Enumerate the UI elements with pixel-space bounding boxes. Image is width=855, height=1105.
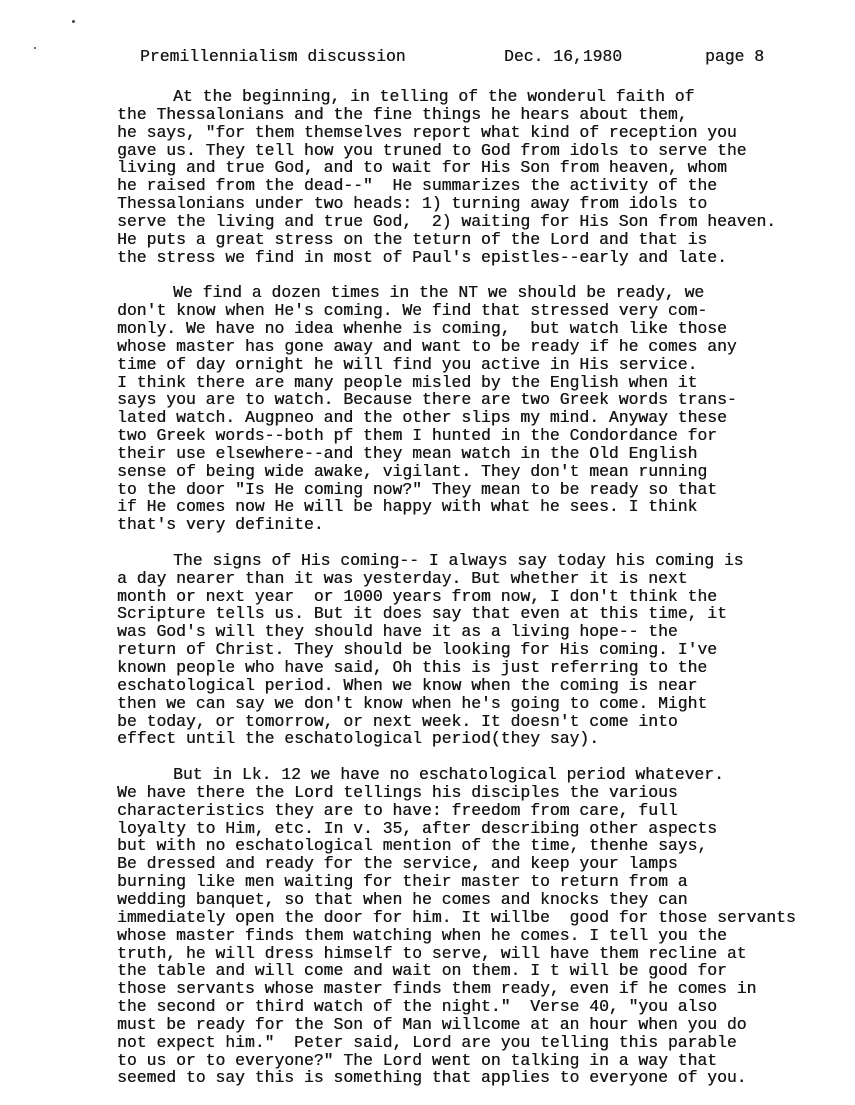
scan-speck [72, 20, 75, 23]
text-line: but with no eschatological mention of the time, thenhe says, [117, 836, 708, 856]
paragraph [117, 88, 796, 266]
document-date: Dec. 16,1980 [504, 47, 623, 66]
text-line: Scripture tells us. But it does say that even at this time, it [117, 604, 727, 624]
text-line: We find a dozen times in the NT we should be ready, we [173, 283, 705, 303]
text-line: We have there the Lord tellings his disciples the various [117, 782, 678, 802]
text-line: that's very definite. [117, 515, 324, 535]
text-line: He puts a great stress on the teturn of the Lord and that is [117, 229, 708, 249]
text-line: truth, he will dress himself to serve, will have them recline at [117, 943, 747, 963]
text-line: At the beginning, in telling of the wonderul faith of [173, 87, 695, 106]
text-line: a day nearer than it was yesterday. But whether it is next [117, 568, 688, 588]
text-line: return of Christ. They should be looking for His coming. I've [117, 640, 717, 660]
text-line: serve the living and true God, 2) waiting for His Son from heaven. [117, 211, 777, 231]
text-line: immediately open the door for him. It willbe good for those servants [117, 907, 796, 927]
text-line: Thessalonians under two heads: 1) turning away from idols to [117, 194, 708, 214]
text-line: to the door "Is He coming now?" They mean to be ready so that [117, 479, 717, 499]
text-line: characteristics they are to have: freedom from care, full [117, 800, 678, 820]
text-line: whose master has gone away and want to be ready if he comes any [117, 336, 737, 356]
text-line: loyalty to Him, etc. In v. 35, after describing other aspects [117, 818, 717, 838]
page-number: page 8 [705, 47, 765, 66]
document-title: Premillennialism discussion [140, 47, 406, 66]
text-line: month or next year or 1000 years from now, I don't think the [117, 586, 717, 606]
paragraph [117, 284, 796, 534]
text-line: gave us. They tell how you truned to God from idols to serve the [117, 140, 747, 160]
text-line: must be ready for the Son of Man willcome at an hour when you do [117, 1014, 747, 1034]
text-line: effect until the eschatological period(they say). [117, 729, 599, 749]
text-line: if He comes now He will be happy with what he sees. I think [117, 497, 698, 517]
text-line: seemed to say this is something that applies to everyone of you. [117, 1068, 747, 1088]
text-line: lated watch. Augpneo and the other slips my mind. Anyway these [117, 408, 727, 428]
text-line: the Thessalonians and the fine things he hears about them, [117, 104, 688, 124]
text-line: I think there are many people misled by the English when it [117, 372, 698, 392]
text-line: their use elsewhere--and they mean watch in the Old English [117, 443, 698, 463]
text-line: the stress we find in most of Paul's epistles--early and late. [117, 247, 727, 267]
text-line: he raised from the dead--" He summarizes the activity of the [117, 176, 717, 196]
text-line: sense of being wide awake, vigilant. They don't mean running [117, 461, 708, 481]
text-line: be today, or tomorrow, or next week. It doesn't come into [117, 711, 678, 731]
text-line: those servants whose master finds them ready, even if he comes in [117, 979, 757, 999]
scan-speck [34, 47, 36, 49]
text-line: The signs of His coming-- I always say today his coming is [173, 550, 744, 570]
text-line: wedding banquet, so that when he comes and knocks they can [117, 889, 688, 909]
text-line: two Greek words--both pf them I hunted in the Condordance for [117, 426, 717, 446]
text-line: living and true God, and to wait for His Son from heaven, whom [117, 158, 727, 178]
text-line: monly. We have no idea whenhe is coming, but watch like those [117, 318, 727, 338]
paragraph [117, 766, 796, 1087]
text-line: known people who have said, Oh this is just referring to the [117, 658, 708, 677]
text-line: whose master finds them watching when he comes. I tell you the [117, 925, 727, 945]
text-line: was God's will they should have it as a living hope-- the [117, 622, 678, 642]
text-line: then we can say we don't know when he's going to come. Might [117, 693, 708, 713]
text-line: to us or to everyone?" The Lord went on talking in a way that [117, 1050, 717, 1070]
text-line: But in Lk. 12 we have no eschatological period whatever. [173, 765, 724, 785]
document-body [117, 88, 796, 1105]
text-line: burning like men waiting for their master to return from a [117, 872, 688, 892]
text-line: don't know when He's coming. We find that stressed very com- [117, 301, 708, 321]
text-line: time of day ornight he will find you active in His service. [117, 354, 698, 374]
text-line: Be dressed and ready for the service, and keep your lamps [117, 854, 678, 874]
text-line: not expect him." Peter said, Lord are you telling this parable [117, 1032, 737, 1052]
paragraph [117, 552, 796, 748]
text-line: says you are to watch. Because there are two Greek words trans- [117, 390, 737, 410]
text-line: the second or third watch of the night." Verse 40, "you also [117, 997, 717, 1017]
text-line: eschatological period. When we know when the coming is near [117, 675, 698, 695]
text-line: he says, "for them themselves report what kind of reception you [117, 122, 737, 142]
text-line: the table and will come and wait on them. I t will be good for [117, 961, 727, 981]
